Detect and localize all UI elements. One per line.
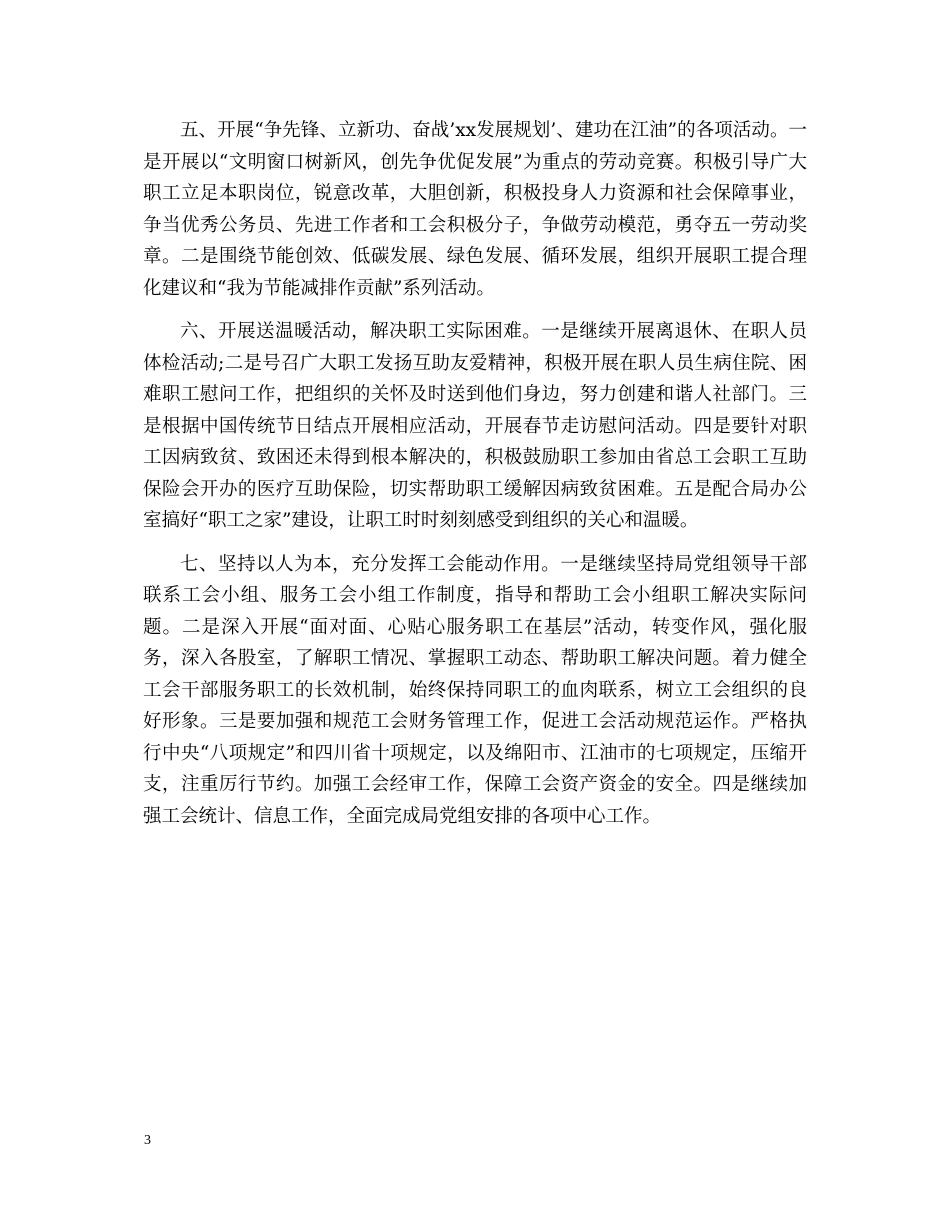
paragraph-six: 六、开展送温暖活动，解决职工实际困难。一是继续开展离退休、在职人员体检活动;二是号召广大职工发扬互助友爱精神，积极开展在职人员生病住院、困难职工慰问工作，把组织的关怀及时送到他们身边，努力创建和谐人社部门。三是根据中国传统节日结点开展相应活动，开展春节走访慰问活动。四是要针对职工因病致贫、致困还未得到根本解决的，积极鼓励职工参加由省总工会职工互助保险会开办的医疗互助保险，切实帮助职工缓解因病致贫困难。五是配合局办公室搞好“职工之家”建设，让职工时时刻刻感受到组织的关心和温暖。: [143, 321, 807, 531]
paragraph-five: 五、开展“争先锋、立新功、奋战’xx发展规划’、建功在江油”的各项活动。一是开展以“文明窗口树新风，创先争优促发展”为重点的劳动竞赛。积极引导广大职工立足本职岗位，锐意改革，大胆创新，积极投身人力资源和社会保障事业，争当优秀公务员、先进工作者和工会积极分子，争做劳动模范，勇夺五一劳动奖章。二是围绕节能创效、低碳发展、绿色发展、循环发展，组织开展职工提合理化建议和“我为节能减排作贡献”系列活动。: [143, 120, 807, 299]
paragraph-spacer: [143, 537, 807, 549]
document-body: [143, 115, 807, 832]
paragraph-spacer: [143, 304, 807, 316]
paragraph-seven: 七、坚持以人为本，充分发挥工会能动作用。一是继续坚持局党组领导干部联系工会小组、服务工会小组工作制度，指导和帮助工会小组职工解决实际问题。二是深入开展“面对面、心贴心服务职工在基层”活动，转变作风，强化服务，深入各股室，了解职工情况、掌握职工动态、帮助职工解决问题。着力健全工会干部服务职工的长效机制，始终保持同职工的血肉联系，树立工会组织的良好形象。三是要加强和规范工会财务管理工作，促进工会活动规范运作。严格执行中央“八项规定”和四川省十项规定，以及绵阳市、江油市的七项规定，压缩开支，注重厉行节约。加强工会经审工作，保障工会资产资金的安全。四是继续加强工会统计、信息工作，全面完成局党组安排的各项中心工作。: [143, 553, 807, 827]
page-number: 3: [144, 1133, 151, 1148]
